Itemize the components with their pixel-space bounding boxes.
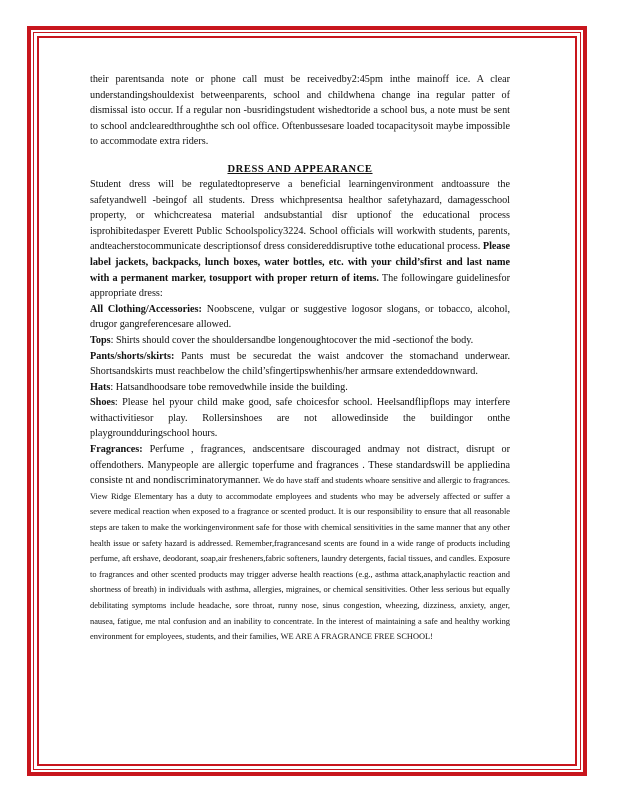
fragrance-free-statement: We do have staff and students whoare sensitive and allergic to fragrances. View Ridge Elementary has a duty to accommodate employees and students who may be adversely affected or suffer a severe medical reaction when exposed to a fragrance or scented product. It is our responsibility to ensure that all reasonable steps are taken to make the workingenvironment safe for those with chemical sensitivities in the same manner that any other health issue or safety hazard is addressed. Remember,fragrancesand scents are found in a wide range of products including perfume, aft ershave, deodorant, soap,air fresheners,fabric softeners, laundry detergents, facial tissues, and candles. Exposure to fragrances and other scented products may trigger adverse health reactions (e.g., asthma attack,anaphylactic reaction and shortness of breath) in individuals with asthma, allergies, migraines, or chemical sensitivities. Other less serious but equally debilitating symptoms include headache, sore throat, runny nose, sinus congestion, wheezing, dizziness, anxiety, anger, nausea, fatigue, me ntal confusion and an inability to concentrate. In the interest of maintaining a safe and healthy working environment for employees, students, and their families, WE ARE A FRAGRANCE FREE SCHOOL!	[90, 476, 511, 642]
guideline-label: Tops	[90, 334, 111, 346]
guideline-label: Hats	[90, 381, 111, 393]
guideline-text: : Please hel pyour child make good, safe choicesfor school. Heelsandflipflops may interfere withactivitiesor play. Rollersinshoes are not allowedinside the buildingor onthe playgroundduringschool hours.	[90, 397, 510, 440]
bus-dismissal-paragraph: their parentsanda note or phone call must be receivedby2:45pm inthe mainoff ice. A clear understandingshouldexist betweenparents, school and childwhena change ina regular patter of dismissal isto occur. If a regular non -busridingstudent wishedtoride a school bus, a note must be sent to school andclearedthroughthe sch ool office. Oftenbussesare loaded tocapacitysoit maybe impossible to accommodate extra riders.	[90, 74, 510, 148]
label-items-notice: Please label jackets, backpacks, lunch boxes, water bottles, etc. with your child’sfirst and last name with a permanent marker, tosupport with proper return of items.	[90, 241, 510, 284]
guideline-tops	[90, 333, 510, 349]
guideline-clothing-accessories	[90, 302, 510, 333]
guideline-text: : Hatsandhoodsare tobe removedwhile inside the building.	[110, 381, 348, 393]
section-heading: DRESS AND APPEARANCE	[227, 163, 373, 175]
guideline-text: Noobscene, vulgar or suggestive logosor slogans, or tobacco, alcohol, drugor gangreferencesare allowed.	[90, 303, 510, 331]
guideline-label: Fragrances:	[90, 444, 143, 456]
guideline-hats	[90, 380, 510, 396]
guideline-label: All Clothing/Accessories:	[90, 303, 202, 315]
guideline-text: Perfume , fragrances, andscentsare discouraged andmay not distract, disrupt or offendothers. Manypeople are allergic toperfume and fragrances . These standardswill be appliedina consiste nt and nondiscriminatorymanner.	[90, 444, 510, 487]
guideline-text: Pants must be securedat the waist andcover the stomachand underwear. Shortsandskirts must reachbelow the child’sfingertipswhenhis/her armsare extendeddownward.	[90, 350, 510, 378]
guideline-pants-shorts-skirts	[90, 349, 510, 380]
guideline-text: : Shirts should cover the shouldersandbe longenoughtocover the mid -sectionof the body.	[110, 334, 474, 346]
guideline-shoes	[90, 395, 510, 442]
document-body	[90, 72, 510, 645]
guidelines-intro: The followingare guidelinesfor appropriate dress:	[90, 272, 510, 300]
guideline-label: Shoes	[90, 397, 115, 409]
dress-policy-paragraph	[90, 177, 510, 302]
guideline-label: Pants/shorts/skirts:	[90, 350, 175, 362]
dress-policy-text: Student dress will be regulatedtopreserve a beneficial learningenvironment andtoassure the safetyandwell -beingof all students. Dress whichpresentsa healthor safetyhazard, damagesschool property, or whichcreatesa material andsubstantial disr uptionof the educational process isprohibitedasper Everett Public Schoolspolicy3224. School officials will workwith students, parents, andteacherstocommunicate descriptionsof dress considereddisruptive tothe educational process.	[90, 178, 510, 253]
guideline-fragrances	[90, 442, 510, 645]
